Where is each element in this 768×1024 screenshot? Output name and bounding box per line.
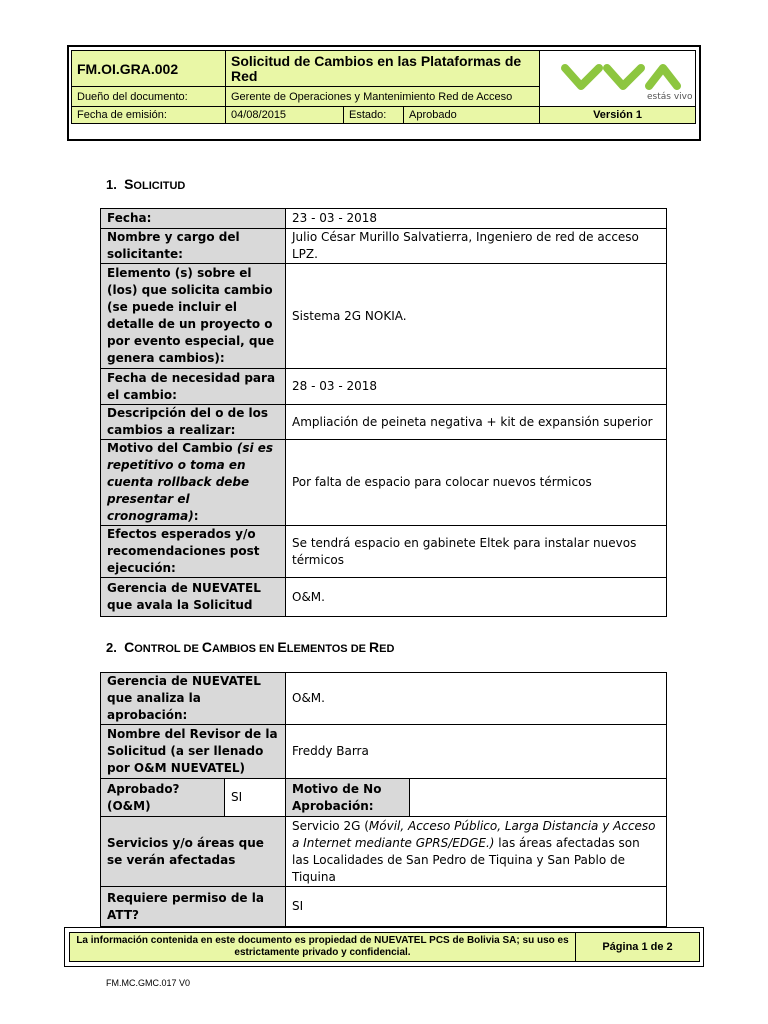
section-2-title-cap: C: [124, 639, 135, 655]
section-2-number: 2.: [106, 640, 117, 655]
label-suffix: :: [193, 509, 199, 523]
doc-title: Solicitud de Cambios en las Plataformas de Red: [226, 51, 540, 87]
solicitud-table: [100, 208, 667, 617]
table-row: [101, 779, 667, 817]
table-row: [101, 209, 667, 229]
field-value: Ampliación de peineta negativa + kit de expansión superior: [286, 405, 667, 440]
section-1-heading: [106, 176, 185, 192]
state-label: Estado:: [344, 107, 404, 124]
label-text: Motivo del Cambio: [107, 441, 237, 455]
doc-code: FM.OI.GRA.002: [72, 51, 226, 87]
version-label: Versión 1: [540, 107, 696, 124]
value-text: Servicio 2G (: [292, 819, 369, 833]
field-value: Sistema 2G NOKIA.: [286, 264, 667, 369]
owner-label: Dueño del documento:: [72, 87, 226, 107]
table-row: [101, 887, 667, 927]
table-row: [101, 264, 667, 369]
viva-wordmark: [565, 68, 677, 86]
section-2-title-rest: ONTROL DE: [134, 643, 202, 655]
table-row: [101, 369, 667, 405]
field-value: [286, 817, 667, 887]
field-label: Fecha de necesidad para el cambio:: [101, 369, 286, 405]
field-label: Nombre y cargo del solicitante:: [101, 229, 286, 264]
table-row: [101, 673, 667, 725]
issue-date-value: 04/08/2015: [226, 107, 344, 124]
issue-date-label: Fecha de emisión:: [72, 107, 226, 124]
table-row: [101, 526, 667, 578]
field-label: Fecha:: [101, 209, 286, 229]
page-number: Página 1 de 2: [576, 933, 700, 962]
field-value: Julio César Murillo Salvatierra, Ingeniero de red de acceso LPZ.: [286, 229, 667, 264]
document-header: [71, 50, 696, 124]
field-label: Descripción del o de los cambios a realizar:: [101, 405, 286, 440]
field-label: Gerencia de NUEVATEL que analiza la aprobación:: [101, 673, 286, 725]
label-italic-text: (si es repetitivo o toma en cuenta rollback debe presentar el cronograma): [107, 441, 274, 523]
section-2-heading: [106, 639, 394, 655]
field-value: O&M.: [286, 578, 667, 617]
section-2-title-rest: LEMENTOS DE: [286, 643, 370, 655]
section-1-title-rest: OLICITUD: [133, 180, 186, 192]
field-value: Freddy Barra: [286, 725, 667, 779]
table-row: [101, 817, 667, 887]
field-value: 23 - 03 - 2018: [286, 209, 667, 229]
field-label: Aprobado? (O&M): [101, 779, 225, 817]
value-suffix: las áreas afectadas son las Localidades de San Pedro de Tiquina y San Pablo de Tiquina: [292, 836, 640, 884]
motivo-value: [410, 779, 667, 817]
table-row: [101, 440, 667, 526]
field-label: Nombre del Revisor de la Solicitud (a ser llenado por O&M NUEVATEL): [101, 725, 286, 779]
control-cambios-table: [100, 672, 667, 927]
table-row: [101, 725, 667, 779]
form-code: FM.MC.GMC.017 V0: [106, 978, 191, 988]
motivo-label: Motivo de No Aprobación:: [286, 779, 410, 817]
section-2-title-rest: AMBIOS EN: [211, 643, 278, 655]
field-value: Se tendrá espacio en gabinete Eltek para instalar nuevos térmicos: [286, 526, 667, 578]
section-2-title-cap: E: [277, 639, 287, 655]
field-label: Gerencia de NUEVATEL que avala la Solicitud: [101, 578, 286, 617]
field-label: Servicios y/o áreas que se verán afectadas: [101, 817, 286, 887]
field-label: Requiere permiso de la ATT?: [101, 887, 286, 927]
section-1-title-cap: S: [124, 176, 134, 192]
document-footer: [69, 932, 700, 962]
viva-logo: [540, 51, 696, 107]
field-value: SI: [286, 887, 667, 927]
field-value: O&M.: [286, 673, 667, 725]
section-2-title-cap: R: [369, 639, 380, 655]
logo-tagline: estás vivo: [646, 92, 693, 102]
field-value: Por falta de espacio para colocar nuevos térmicos: [286, 440, 667, 526]
aprobado-value: SI: [225, 779, 286, 817]
value-italic-text: Móvil, Acceso Público, Larga Distancia y Acceso a Internet mediante GPRS/EDGE.): [292, 819, 656, 850]
field-value: 28 - 03 - 2018: [286, 369, 667, 405]
section-2-title-cap: C: [201, 639, 212, 655]
section-1-number: 1.: [106, 177, 117, 192]
viva-logo-mark: [543, 52, 693, 102]
table-row: [101, 578, 667, 617]
field-label: Efectos esperados y/o recomendaciones post ejecución:: [101, 526, 286, 578]
state-value: Aprobado: [404, 107, 540, 124]
field-label: [101, 440, 286, 526]
confidential-notice: La información contenida en este documento es propiedad de NUEVATEL PCS de Bolivia SA; su uso es estrictamente privado y confidencial.: [70, 933, 576, 962]
table-row: [101, 229, 667, 264]
field-label: Elemento (s) sobre el (los) que solicita cambio (se puede incluir el detalle de un proyecto o por evento especial, que genera cambios):: [101, 264, 286, 369]
owner-value: Gerente de Operaciones y Mantenimiento Red de Acceso: [226, 87, 540, 107]
table-row: [101, 405, 667, 440]
section-2-title-rest: ED: [379, 643, 395, 655]
